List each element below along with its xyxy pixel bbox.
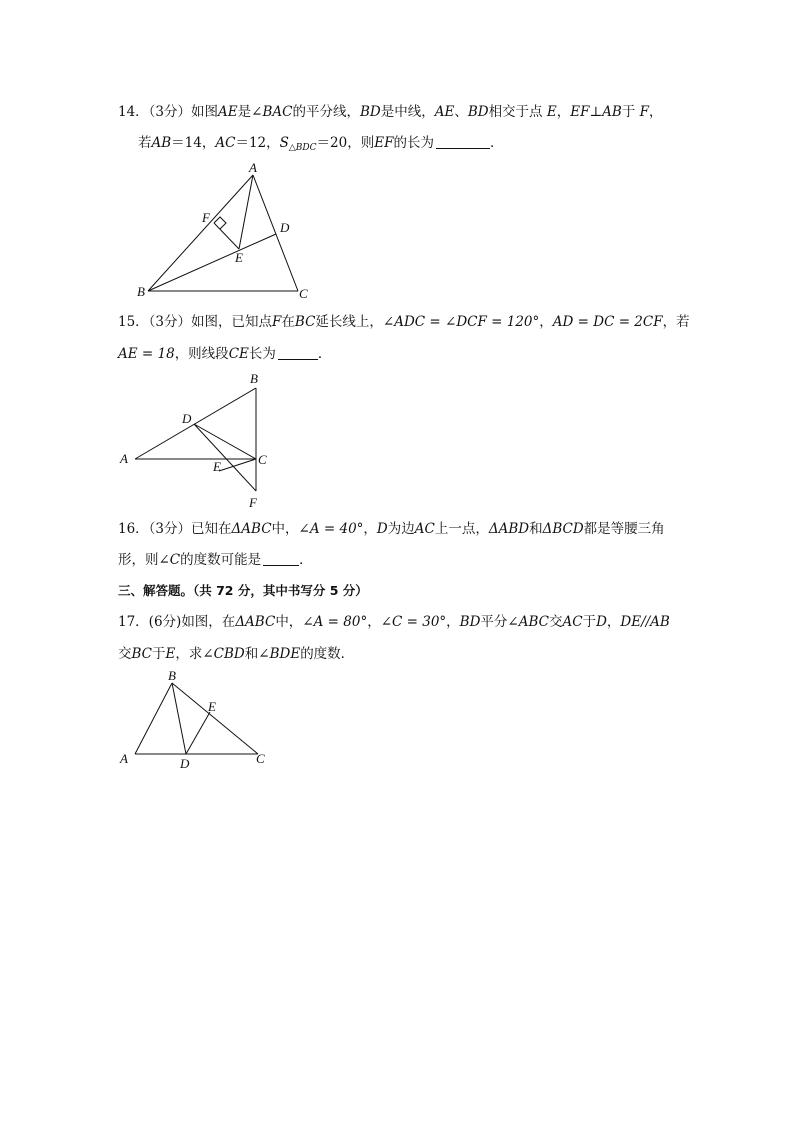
q17-label-b: B [168,668,176,683]
q15-label-f: F [249,495,257,510]
q14-label-c: C [299,286,308,301]
q15-label-b: B [250,371,258,386]
q17-segment-de [186,712,210,754]
q14-number: 14．（3分） [118,104,192,120]
q14-label-a: A [249,160,257,175]
q14-line2: 若AB＝14，AC＝12，$S_{\triangle BDC}=20$，则EF的长为 ． [138,135,504,153]
q17-label-e: E [208,699,216,714]
q15-label-e: E [213,459,221,474]
q14-label-b: B [137,284,145,299]
q16-line2: 形，则∠C的度数可能是 ． [118,552,313,568]
q16-line1: 16．（3分）已知在ΔABC中，∠A = 40°，D为边AC上一点，ΔABD和ΔBCD都是等腰三角 [118,521,665,537]
q15-label-a: A [120,451,128,466]
q15-line2: AE = 18，则线段CE长为 ． [118,346,332,362]
q17-label-c: C [256,751,265,766]
q14-label-f: F [202,210,210,225]
q17-segment-bc [172,683,258,754]
q17-segment-ab [135,683,172,754]
q15-line1: 15．（3分）如图，已知点F在BC延长线上，∠ADC = ∠DCF = 120°，AD = DC = 2CF，若 [118,314,690,330]
q17-label-a: A [120,751,128,766]
q16-number: 16．（3分） [118,521,192,537]
q15-label-c: C [258,452,267,467]
section-3-heading: 三、解答题。（共 72 分，其中书写分 5 分） [118,583,368,598]
q17-number: 17．(6分) [118,614,182,630]
q17-segment-bd [172,683,186,754]
q14-label-d: D [280,220,290,235]
q15-number: 15．（3分） [118,314,192,330]
q17-line2: 交BC于E，求∠CBD和∠BDE的度数． [118,646,355,662]
q17-label-d: D [180,756,190,771]
q17-line1: 17．(6分)如图，在ΔABC中，∠A = 80°，∠C = 30°，BD平分∠ABC交AC于D，DE//AB [118,614,670,630]
q15-label-d: D [182,411,192,426]
q14-line1: 14．（3分）如图AE是∠BAC的平分线，BD是中线，AE、BD相交于点 E，EF⊥AB于 F， [118,104,663,120]
q14-label-e: E [235,250,243,265]
